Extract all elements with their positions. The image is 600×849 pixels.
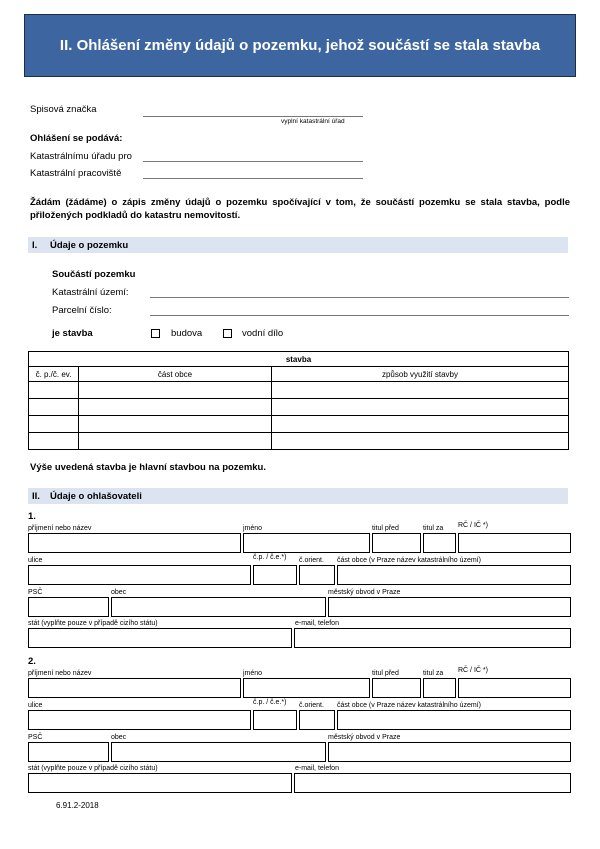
cast-obce-field[interactable] (337, 565, 571, 585)
cp-ce-field[interactable] (253, 710, 297, 730)
table-cell[interactable] (272, 433, 569, 450)
table-cell[interactable] (272, 399, 569, 416)
table-cell[interactable] (29, 433, 79, 450)
cp-ce-label (253, 699, 286, 706)
request-text: Žádám (žádáme) o zápis změny údajů o pozemku spočívající v tom, že součástí pozemku se stala stavba, podle přiložených podkladů do katastru nemovitostí. (30, 197, 570, 221)
jmeno-label: jméno (243, 525, 263, 532)
titul-pred-label: titul před (372, 525, 399, 532)
mestsky-obvod-label: městský obvod v Praze (328, 734, 401, 741)
table-row (29, 416, 569, 433)
stavba-table (28, 351, 569, 450)
star-note: *) (281, 699, 287, 706)
main-building-note: Výše uvedená stavba je hlavní stavbou na pozemku. (30, 462, 267, 473)
obec-field[interactable] (111, 742, 326, 762)
cast-obce-field[interactable] (337, 710, 571, 730)
form-title-banner (24, 14, 576, 77)
star-note: *) (281, 554, 287, 561)
cast-obce-label: část obce (v Praze název katastrálního území) (337, 702, 481, 709)
form-code: 6.91.2-2018 (56, 801, 99, 810)
email-label: e-mail, telefon (295, 765, 339, 772)
ulice-field[interactable] (28, 710, 251, 730)
titul-za-label: titul za (423, 670, 444, 677)
ulice-label: ulice (28, 557, 43, 564)
section-2-title: Údaje o ohlašovateli (50, 490, 142, 502)
table-cell[interactable] (79, 433, 272, 450)
cp-ce-field[interactable] (253, 565, 297, 585)
budova-checkbox[interactable] (151, 329, 160, 338)
pracoviste-field[interactable] (143, 178, 363, 179)
titul-za-field[interactable] (423, 678, 456, 698)
c-orient-field[interactable] (299, 710, 335, 730)
section-2-header (28, 488, 568, 504)
soucasti-label: Součástí pozemku (52, 269, 136, 280)
stat-label: stát (vyplňte pouze v případě cizího státu) (28, 765, 158, 772)
c-orient-label: č.orient. (299, 557, 324, 564)
rc-ic-label (458, 522, 488, 529)
table-row (29, 433, 569, 450)
obec-label: obec (111, 589, 127, 596)
table-cell[interactable] (272, 416, 569, 433)
stat-field[interactable] (28, 773, 292, 793)
table-cell[interactable] (29, 416, 79, 433)
parcelni-cislo-field[interactable] (150, 315, 569, 316)
vyplni-note: vyplní katastrální úřad (281, 118, 345, 125)
katastralni-uzemi-field[interactable] (150, 297, 569, 298)
obec-field[interactable] (111, 597, 326, 617)
person-1-number: 1. (28, 511, 36, 522)
col-header-cast-obce: část obce (79, 367, 272, 382)
c-orient-label: č.orient. (299, 702, 324, 709)
form-title: II. Ohlášení změny údajů o pozemku, jehož součástí se stala stavba (59, 37, 541, 54)
table-cell[interactable] (79, 399, 272, 416)
jmeno-label: jméno (243, 670, 263, 677)
section-1-title: Údaje o pozemku (50, 239, 129, 251)
psc-field[interactable] (28, 742, 109, 762)
table-cell[interactable] (272, 382, 569, 399)
spisova-znacka-field[interactable] (143, 116, 363, 117)
mestsky-obvod-label: městský obvod v Praze (328, 589, 401, 596)
titul-za-label: titul za (423, 525, 444, 532)
cp-ce-label (253, 554, 286, 561)
stat-field[interactable] (28, 628, 292, 648)
rc-ic-label (458, 667, 488, 674)
katastralni-uzemi-label: Katastrální území: (52, 287, 129, 298)
prijmeni-label: příjmení nebo název (28, 670, 92, 677)
podava-label: Ohlášení se podává: (30, 133, 123, 144)
stavba-table-title: stavba (29, 352, 569, 367)
parcelni-cislo-label: Parcelní číslo: (52, 305, 112, 316)
psc-label: PSČ (28, 589, 43, 596)
cast-obce-label: část obce (v Praze název katastrálního území) (337, 557, 481, 564)
email-field[interactable] (294, 628, 571, 648)
rc-ic-text: RČ / IČ (458, 522, 481, 529)
psc-field[interactable] (28, 597, 109, 617)
email-field[interactable] (294, 773, 571, 793)
stat-label: stát (vyplňte pouze v případě cizího státu) (28, 620, 158, 627)
urad-field[interactable] (143, 161, 363, 162)
vodni-dilo-checkbox[interactable] (223, 329, 232, 338)
jmeno-field[interactable] (243, 533, 370, 553)
star-note: *) (482, 522, 488, 529)
table-row (29, 382, 569, 399)
c-orient-field[interactable] (299, 565, 335, 585)
col-header-cp: č. p./č. ev. (29, 367, 79, 382)
mestsky-obvod-field[interactable] (328, 742, 571, 762)
titul-pred-label: titul před (372, 670, 399, 677)
urad-label: Katastrálnímu úřadu pro (30, 151, 132, 162)
section-1-header (28, 237, 568, 253)
cp-ce-text: č.p. / č.e. (253, 554, 282, 561)
star-note: *) (482, 667, 488, 674)
jmeno-field[interactable] (243, 678, 370, 698)
table-cell[interactable] (29, 382, 79, 399)
prijmeni-field[interactable] (28, 533, 241, 553)
titul-pred-field[interactable] (372, 678, 421, 698)
table-cell[interactable] (79, 416, 272, 433)
section-2-number: II. (32, 490, 40, 502)
titul-pred-field[interactable] (372, 533, 421, 553)
table-row (29, 399, 569, 416)
email-label: e-mail, telefon (295, 620, 339, 627)
section-1-number: I. (32, 239, 38, 251)
table-cell[interactable] (29, 399, 79, 416)
mestsky-obvod-field[interactable] (328, 597, 571, 617)
rc-ic-field[interactable] (458, 678, 571, 698)
budova-label: budova (171, 328, 203, 339)
titul-za-field[interactable] (423, 533, 456, 553)
prijmeni-label: příjmení nebo název (28, 525, 92, 532)
ulice-label: ulice (28, 702, 43, 709)
table-cell[interactable] (79, 382, 272, 399)
col-header-zpusob-vyuziti: způsob využití stavby (272, 367, 569, 382)
ulice-field[interactable] (28, 565, 251, 585)
rc-ic-field[interactable] (458, 533, 571, 553)
pracoviste-label: Katastrální pracoviště (30, 168, 122, 179)
person-2-number: 2. (28, 656, 36, 667)
cp-ce-text: č.p. / č.e. (253, 699, 282, 706)
rc-ic-text: RČ / IČ (458, 667, 481, 674)
psc-label: PSČ (28, 734, 43, 741)
je-stavba-label: je stavba (52, 328, 93, 339)
obec-label: obec (111, 734, 127, 741)
prijmeni-field[interactable] (28, 678, 241, 698)
spisova-znacka-label: Spisová značka (30, 104, 97, 115)
vodni-dilo-label: vodní dílo (242, 328, 284, 339)
